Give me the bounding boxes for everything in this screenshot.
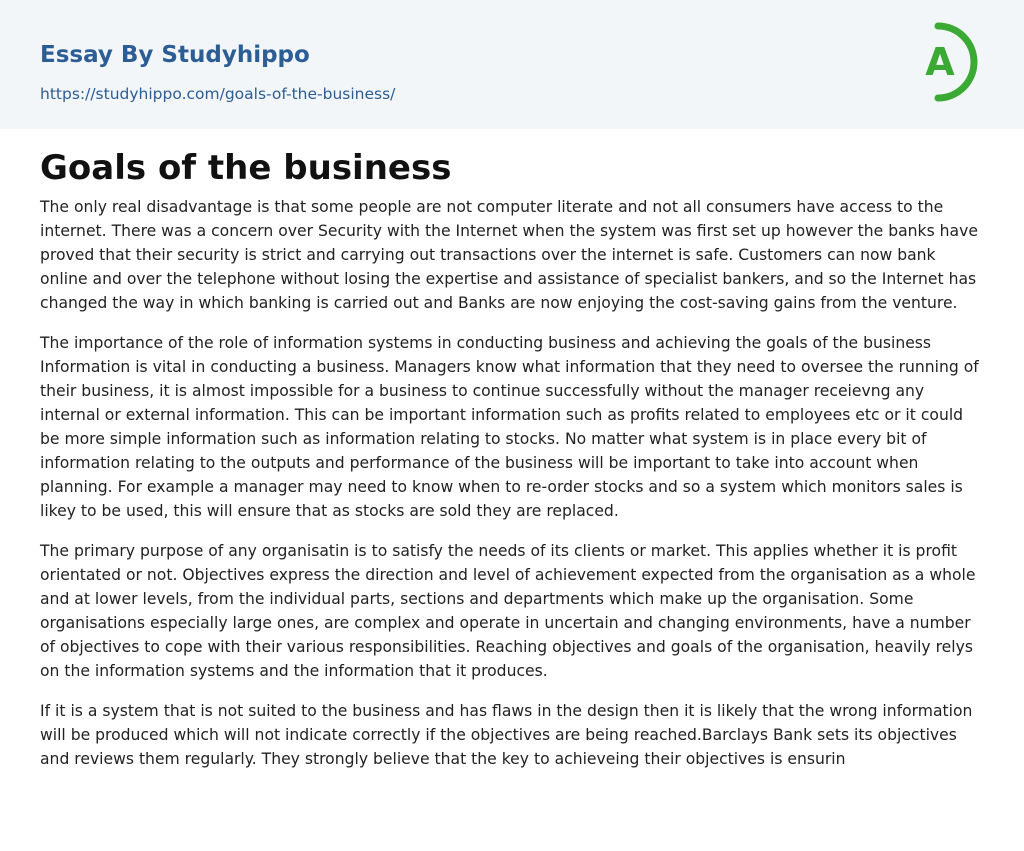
site-title[interactable]: Essay By Studyhippo [40, 42, 310, 68]
logo-icon[interactable] [908, 18, 988, 106]
paragraph-1: The only real disadvantage is that some people are not computer literate and not all consumers have access to the internet. There was a concern over Security with the Internet when the system was first set up however the banks have proved that their security is strict and carrying out transactions over the internet is safe. Customers can now bank online and over the telephone without losing the expertise and assistance of specialist bankers, and so the Internet has changed the way in which banking is carried out and Banks are now enjoying the cost-saving gains from the venture. [40, 198, 978, 312]
paragraph-4: If it is a system that is not suited to the business and has flaws in the design then it is likely that the wrong information will be produced which will not indicate correctly if the objectives are being reached.Barclays Bank sets its objectives and reviews them regularly. They strongly believe that the key to achieveing their objectives is ensurin [40, 702, 973, 768]
article [40, 142, 985, 787]
paragraph-3: The primary purpose of any organisatin is to satisfy the needs of its clients or market. This applies whether it is profit orientated or not. Objectives express the direction and level of achievement expected from the organisation as a whole and at lower levels, from the individual parts, sections and departments which make up the organisation. Some organisations especially large ones, are complex and operate in uncertain and changing environments, have a number of objectives to cope with their various responsibilities. Reaching objectives and goals of the organisation, heavily relys on the information systems and the information that it produces. [40, 542, 976, 680]
page-title: Goals of the business [40, 148, 452, 188]
paragraph-2: The importance of the role of information systems in conducting business and achieving the goals of the business Information is vital in conducting a business. Managers know what information that they need to oversee the running of their business, it is almost impossible for a business to continue successfully without the manager receievng any internal or external information. This can be important information such as profits related to employees etc or it could be more simple information such as information relating to stocks. No matter what system is in place every bit of information relating to the outputs and performance of the business will be important to take into account when planning. For example a manager may need to know when to re-order stocks and so a system which monitors sales is likey to be used, this will ensure that as stocks are sold they are replaced. [40, 334, 979, 520]
site-header [0, 0, 1024, 129]
logo-letter: A [925, 40, 955, 84]
page-url-link[interactable]: https://studyhippo.com/goals-of-the-business/ [40, 85, 396, 103]
